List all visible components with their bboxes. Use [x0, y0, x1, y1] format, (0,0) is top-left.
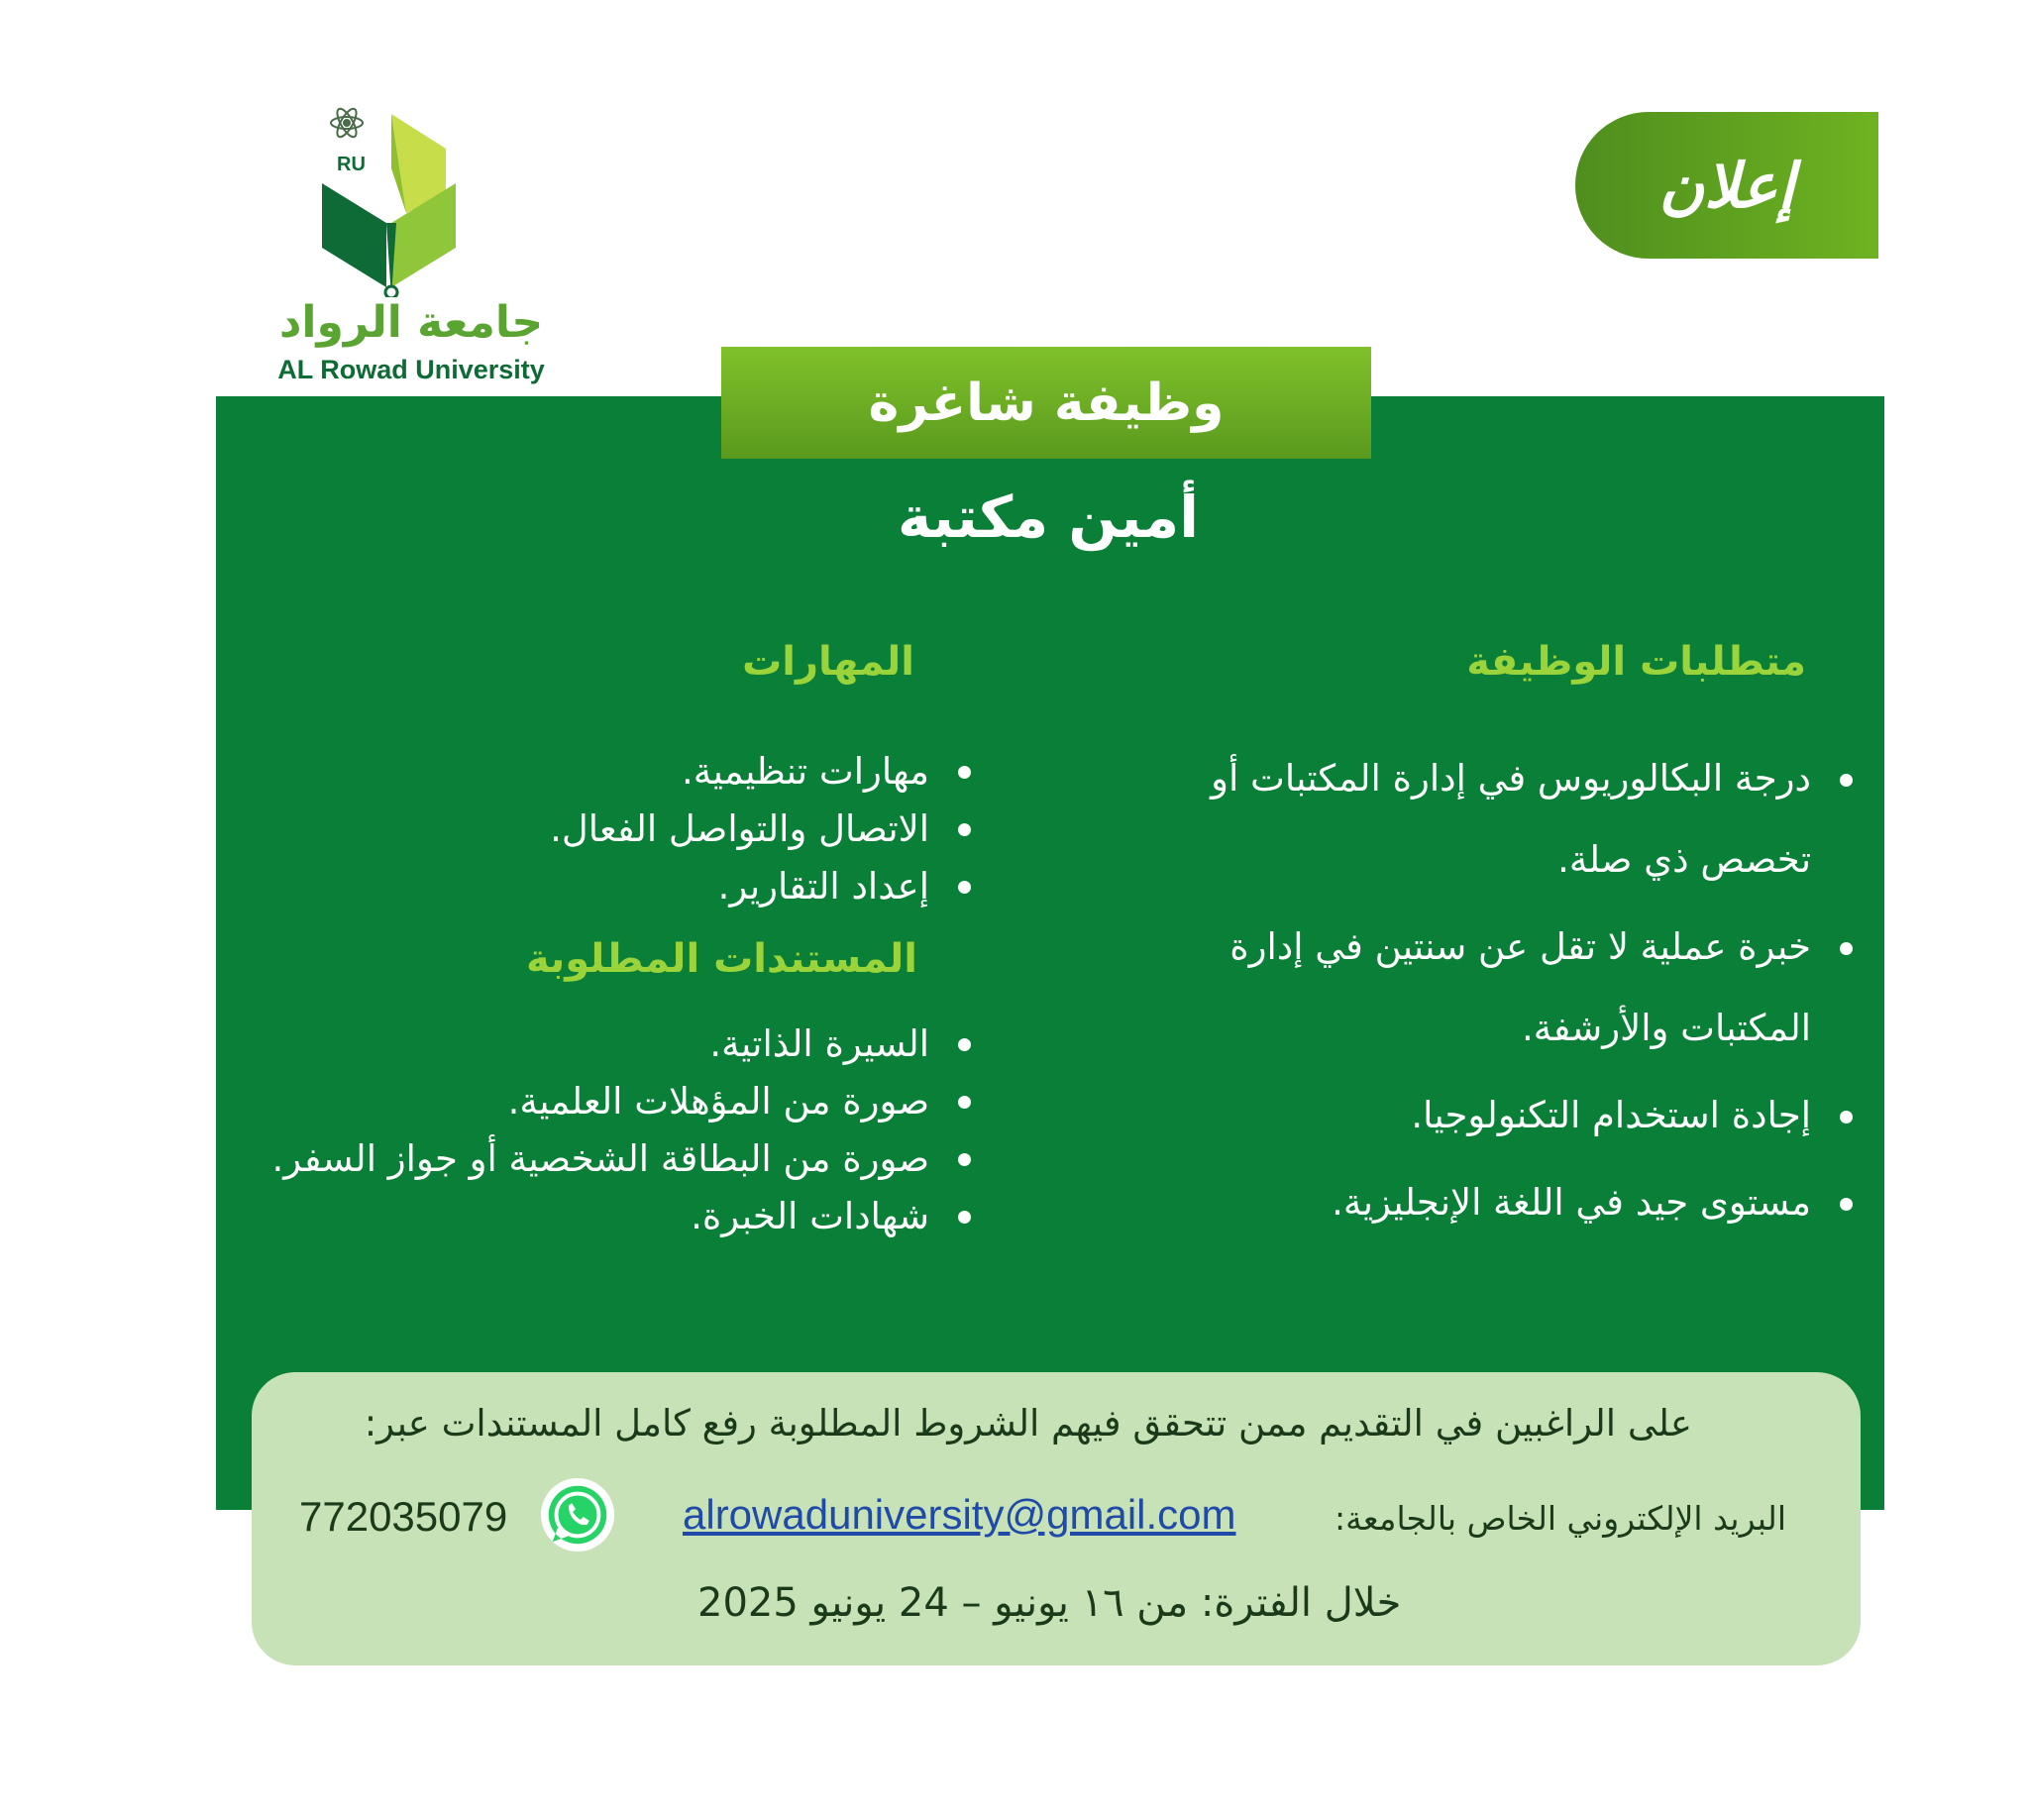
list-item: السيرة الذاتية. [137, 1016, 979, 1073]
list-item: درجة البكالوريوس في إدارة المكتبات أو تخصص ذي صلة. [1098, 738, 1861, 901]
skills-heading: المهارات [742, 639, 914, 685]
requirements-heading: متطلبات الوظيفة [1466, 639, 1806, 685]
list-item: مستوى جيد في اللغة الإنجليزية. [1098, 1162, 1861, 1243]
announcement-badge [1575, 112, 1878, 259]
atom-icon [331, 106, 363, 140]
job-title: أمين مكتبة [897, 483, 1200, 551]
list-item: شهادات الخبرة. [137, 1188, 979, 1245]
apply-box [252, 1372, 1861, 1665]
logo-badge: RU [337, 154, 366, 175]
list-item: صورة من البطاقة الشخصية أو جواز السفر. [137, 1130, 979, 1188]
list-item: خبرة عملية لا تقل عن سنتين في إدارة المكتبات والأرشفة. [1098, 907, 1861, 1069]
list-item: إعداد التقارير. [186, 858, 979, 915]
list-item: مهارات تنظيمية. [186, 743, 979, 801]
list-item: الاتصال والتواصل الفعال. [186, 801, 979, 858]
email-link[interactable]: alrowaduniversity@gmail.com [683, 1491, 1236, 1538]
list-item: إجادة استخدام التكنولوجيا. [1098, 1075, 1861, 1156]
university-name-en: AL Rowad University [277, 355, 545, 384]
university-logo [248, 99, 545, 396]
apply-intro: على الراغبين في التقديم ممن تتحقق فيهم الشروط المطلوبة رفع كامل المستندات عبر: [364, 1402, 1692, 1445]
application-period: خلال الفترة: من ١٦ يونيو – 24 يونيو 2025 [697, 1580, 1402, 1626]
whatsapp-icon[interactable] [539, 1476, 616, 1553]
announcement-label: إعلان [1658, 149, 1795, 222]
requirements-list [1098, 738, 1861, 1249]
documents-heading: المستندات المطلوبة [525, 936, 917, 982]
documents-list [137, 1016, 979, 1245]
phone-number: 772035079 [299, 1493, 508, 1540]
email-label: البريد الإلكتروني الخاص بالجامعة: [1335, 1499, 1786, 1538]
vacancy-band [721, 347, 1371, 459]
logo-emblem-icon [307, 99, 476, 297]
vacancy-band-label: وظيفة شاغرة [868, 373, 1225, 433]
skills-list [186, 743, 979, 915]
university-name-ar: جامعة الرواد [278, 297, 544, 348]
list-item: صورة من المؤهلات العلمية. [137, 1073, 979, 1130]
